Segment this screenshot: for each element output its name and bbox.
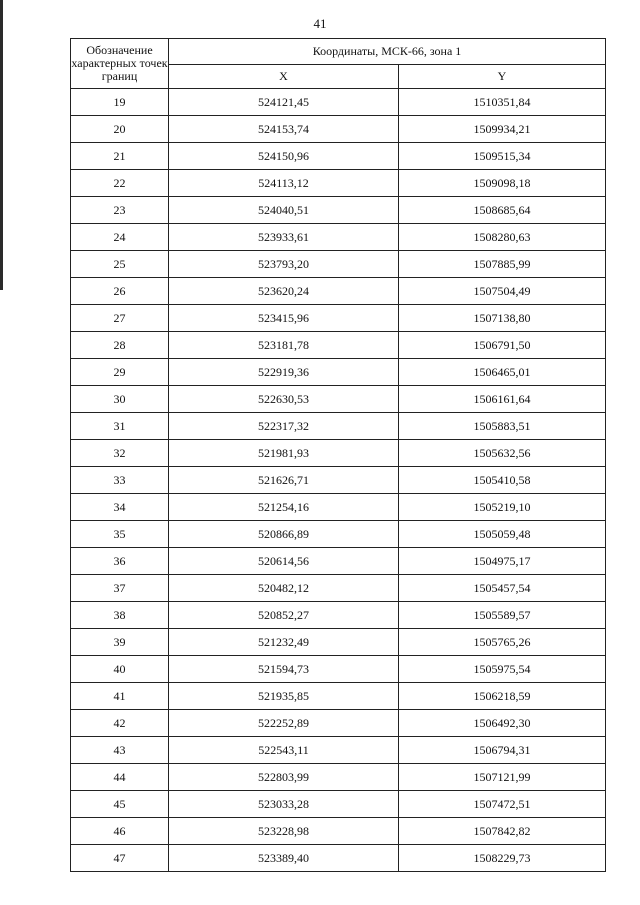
x-coordinate-cell: 521254,16 bbox=[169, 494, 399, 521]
y-coordinate-cell: 1507504,49 bbox=[399, 278, 606, 305]
table-row bbox=[71, 494, 606, 521]
point-number-cell: 47 bbox=[71, 845, 169, 872]
x-coordinate-cell: 522630,53 bbox=[169, 386, 399, 413]
y-coordinate-cell: 1509515,34 bbox=[399, 143, 606, 170]
point-number-cell: 42 bbox=[71, 710, 169, 737]
point-number-cell: 35 bbox=[71, 521, 169, 548]
point-number-cell: 21 bbox=[71, 143, 169, 170]
point-number-cell: 29 bbox=[71, 359, 169, 386]
table-row bbox=[71, 440, 606, 467]
table-row bbox=[71, 89, 606, 116]
point-number-cell: 24 bbox=[71, 224, 169, 251]
x-coordinate-cell: 523620,24 bbox=[169, 278, 399, 305]
x-coordinate-cell: 524121,45 bbox=[169, 89, 399, 116]
x-coordinate-cell: 522543,11 bbox=[169, 737, 399, 764]
point-number-cell: 22 bbox=[71, 170, 169, 197]
y-coordinate-cell: 1506492,30 bbox=[399, 710, 606, 737]
point-number-cell: 27 bbox=[71, 305, 169, 332]
y-coordinate-cell: 1505410,58 bbox=[399, 467, 606, 494]
table-row bbox=[71, 575, 606, 602]
x-coordinate-cell: 523389,40 bbox=[169, 845, 399, 872]
x-coordinate-cell: 524113,12 bbox=[169, 170, 399, 197]
table-row bbox=[71, 656, 606, 683]
point-number-cell: 25 bbox=[71, 251, 169, 278]
x-coordinate-cell: 522919,36 bbox=[169, 359, 399, 386]
point-number-cell: 20 bbox=[71, 116, 169, 143]
table-row bbox=[71, 818, 606, 845]
x-coordinate-cell: 521935,85 bbox=[169, 683, 399, 710]
table-row bbox=[71, 521, 606, 548]
table-row bbox=[71, 305, 606, 332]
scan-edge-mark bbox=[0, 0, 3, 290]
table-row bbox=[71, 251, 606, 278]
point-number-cell: 36 bbox=[71, 548, 169, 575]
x-coordinate-cell: 521626,71 bbox=[169, 467, 399, 494]
table-row bbox=[71, 602, 606, 629]
y-coordinate-cell: 1506465,01 bbox=[399, 359, 606, 386]
table-body bbox=[71, 89, 606, 872]
point-number-cell: 23 bbox=[71, 197, 169, 224]
table-row bbox=[71, 548, 606, 575]
table-row bbox=[71, 359, 606, 386]
point-number-cell: 31 bbox=[71, 413, 169, 440]
table-row bbox=[71, 170, 606, 197]
table-row bbox=[71, 467, 606, 494]
table-row bbox=[71, 845, 606, 872]
x-coordinate-cell: 523933,61 bbox=[169, 224, 399, 251]
y-coordinate-cell: 1507472,51 bbox=[399, 791, 606, 818]
point-number-cell: 38 bbox=[71, 602, 169, 629]
x-coordinate-cell: 520482,12 bbox=[169, 575, 399, 602]
y-coordinate-cell: 1504975,17 bbox=[399, 548, 606, 575]
table-row bbox=[71, 278, 606, 305]
coordinates-table bbox=[70, 38, 606, 872]
table-row bbox=[71, 737, 606, 764]
point-number-cell: 19 bbox=[71, 89, 169, 116]
point-number-cell: 41 bbox=[71, 683, 169, 710]
x-coordinate-cell: 523793,20 bbox=[169, 251, 399, 278]
y-coordinate-cell: 1505589,57 bbox=[399, 602, 606, 629]
table-row bbox=[71, 764, 606, 791]
point-number-cell: 28 bbox=[71, 332, 169, 359]
y-coordinate-cell: 1505975,54 bbox=[399, 656, 606, 683]
x-coordinate-cell: 520852,27 bbox=[169, 602, 399, 629]
x-coordinate-cell: 523228,98 bbox=[169, 818, 399, 845]
point-number-cell: 39 bbox=[71, 629, 169, 656]
y-coordinate-cell: 1508280,63 bbox=[399, 224, 606, 251]
x-coordinate-cell: 522252,89 bbox=[169, 710, 399, 737]
x-coordinate-cell: 522803,99 bbox=[169, 764, 399, 791]
point-number-cell: 40 bbox=[71, 656, 169, 683]
point-number-cell: 26 bbox=[71, 278, 169, 305]
y-coordinate-cell: 1505219,10 bbox=[399, 494, 606, 521]
point-number-cell: 37 bbox=[71, 575, 169, 602]
point-number-cell: 34 bbox=[71, 494, 169, 521]
y-coordinate-cell: 1506794,31 bbox=[399, 737, 606, 764]
x-coordinate-cell: 520866,89 bbox=[169, 521, 399, 548]
table-row bbox=[71, 224, 606, 251]
table-row bbox=[71, 143, 606, 170]
y-coordinate-cell: 1506161,64 bbox=[399, 386, 606, 413]
header-coordinates: Координаты, МСК-66, зона 1 bbox=[169, 39, 606, 65]
table-row bbox=[71, 332, 606, 359]
y-coordinate-cell: 1508685,64 bbox=[399, 197, 606, 224]
page-number: 41 bbox=[313, 16, 327, 31]
x-coordinate-cell: 523181,78 bbox=[169, 332, 399, 359]
y-coordinate-cell: 1505765,26 bbox=[399, 629, 606, 656]
y-coordinate-cell: 1505632,56 bbox=[399, 440, 606, 467]
point-number-cell: 33 bbox=[71, 467, 169, 494]
point-number-cell: 45 bbox=[71, 791, 169, 818]
table-header bbox=[71, 39, 606, 89]
y-coordinate-cell: 1506218,59 bbox=[399, 683, 606, 710]
x-coordinate-cell: 521981,93 bbox=[169, 440, 399, 467]
table-row bbox=[71, 629, 606, 656]
y-coordinate-cell: 1507138,80 bbox=[399, 305, 606, 332]
header-x: X bbox=[169, 65, 399, 89]
table-row bbox=[71, 683, 606, 710]
x-coordinate-cell: 521594,73 bbox=[169, 656, 399, 683]
y-coordinate-cell: 1505883,51 bbox=[399, 413, 606, 440]
y-coordinate-cell: 1507842,82 bbox=[399, 818, 606, 845]
point-number-cell: 43 bbox=[71, 737, 169, 764]
header-point-designation: Обозначение характерных точек границ bbox=[71, 39, 169, 89]
x-coordinate-cell: 523033,28 bbox=[169, 791, 399, 818]
y-coordinate-cell: 1505457,54 bbox=[399, 575, 606, 602]
table-row bbox=[71, 791, 606, 818]
x-coordinate-cell: 524040,51 bbox=[169, 197, 399, 224]
y-coordinate-cell: 1505059,48 bbox=[399, 521, 606, 548]
y-coordinate-cell: 1508229,73 bbox=[399, 845, 606, 872]
point-number-cell: 46 bbox=[71, 818, 169, 845]
x-coordinate-cell: 524150,96 bbox=[169, 143, 399, 170]
x-coordinate-cell: 520614,56 bbox=[169, 548, 399, 575]
y-coordinate-cell: 1506791,50 bbox=[399, 332, 606, 359]
y-coordinate-cell: 1509098,18 bbox=[399, 170, 606, 197]
point-number-cell: 30 bbox=[71, 386, 169, 413]
y-coordinate-cell: 1510351,84 bbox=[399, 89, 606, 116]
table-row bbox=[71, 116, 606, 143]
x-coordinate-cell: 523415,96 bbox=[169, 305, 399, 332]
header-y: Y bbox=[399, 65, 606, 89]
y-coordinate-cell: 1507885,99 bbox=[399, 251, 606, 278]
x-coordinate-cell: 522317,32 bbox=[169, 413, 399, 440]
x-coordinate-cell: 521232,49 bbox=[169, 629, 399, 656]
point-number-cell: 32 bbox=[71, 440, 169, 467]
point-number-cell: 44 bbox=[71, 764, 169, 791]
table-row bbox=[71, 710, 606, 737]
y-coordinate-cell: 1509934,21 bbox=[399, 116, 606, 143]
table-row bbox=[71, 386, 606, 413]
table-row bbox=[71, 413, 606, 440]
y-coordinate-cell: 1507121,99 bbox=[399, 764, 606, 791]
table-row bbox=[71, 197, 606, 224]
x-coordinate-cell: 524153,74 bbox=[169, 116, 399, 143]
